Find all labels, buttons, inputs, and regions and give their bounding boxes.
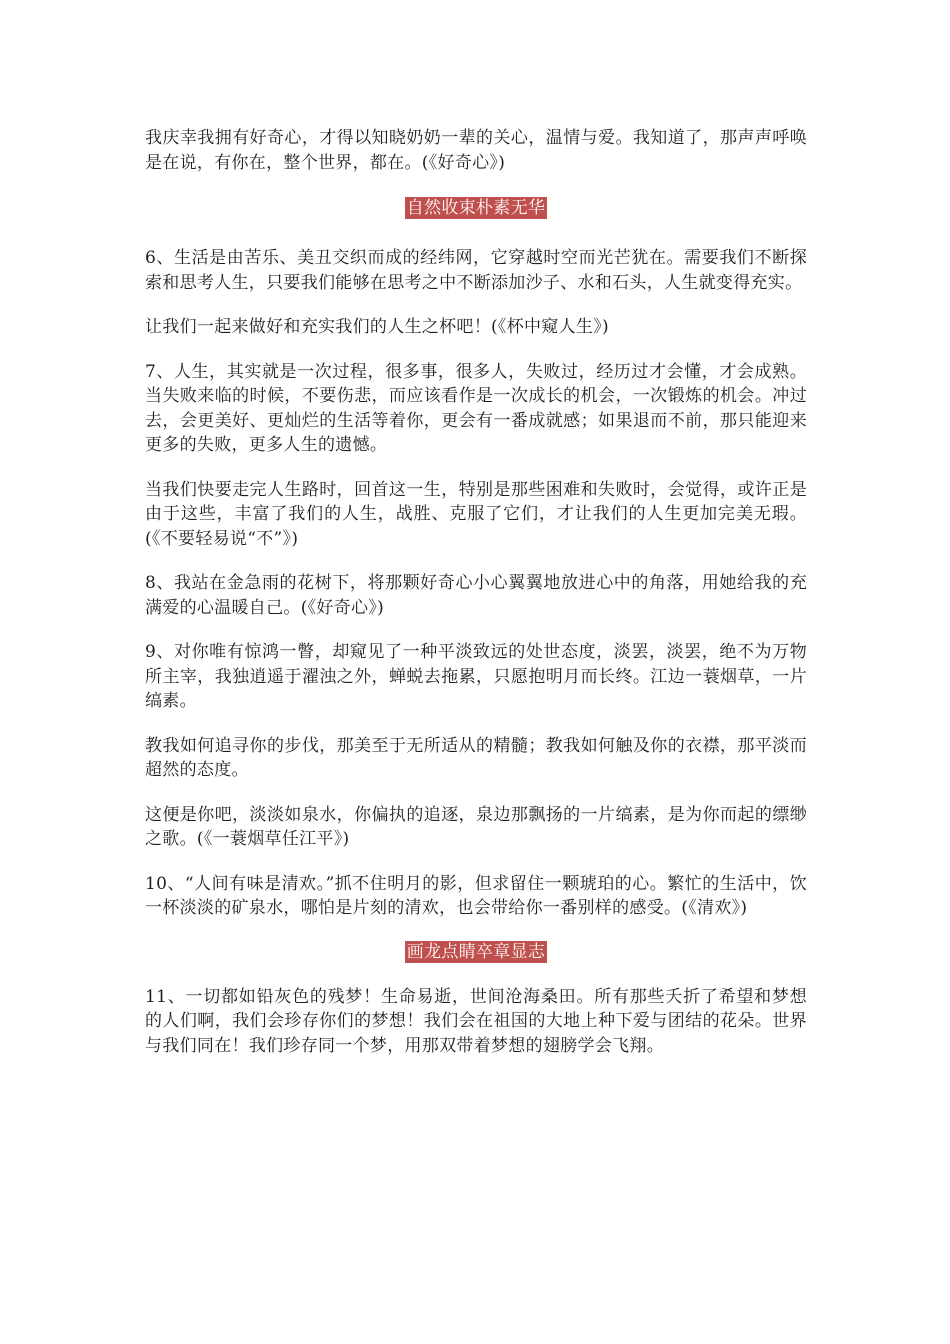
paragraph: 9、对你唯有惊鸿一瞥，却窥见了一种平淡致远的处世态度，淡罢，淡罢，绝不为万物所主宰，我独逍遥于濯浊之外，蝉蜕去拖累，只愿抱明月而长终。江边一蓑烟草，一片缟素。 (145, 642, 807, 711)
paragraph: 6、生活是由苦乐、美丑交织而成的经纬网，它穿越时空而光芒犹在。需要我们不断探索和思考人生，只要我们能够在思考之中不断添加沙子、水和石头，人生就变得充实。 (145, 248, 807, 293)
section-heading-wrap (145, 197, 807, 221)
paragraph: 8、我站在金急雨的花树下，将那颗好奇心小心翼翼地放进心中的角落，用她给我的充满爱的心温暖自己。(《好奇心》) (145, 573, 807, 618)
paragraph: 让我们一起来做好和充实我们的人生之杯吧！(《杯中窥人生》) (145, 317, 609, 337)
paragraph: 教我如何追寻你的步伐，那美至于无所适从的精髓；教我如何触及你的衣襟，那平淡而超然的态度。 (145, 735, 807, 780)
section-heading: 自然收束朴素无华 (406, 198, 546, 218)
paragraph: 11、一切都如铅灰色的残梦！生命易逝，世间沧海桑田。所有那些夭折了希望和梦想的人们啊，我们会珍存你们的梦想！我们会在祖国的大地上种下爱与团结的花朵。世界与我们同在！我们珍存同一个梦，用那双带着梦想的翅膀学会飞翔。 (145, 986, 807, 1056)
paragraph: 10、“人间有味是清欢。”抓不住明月的影，但求留住一颗琥珀的心。繁忙的生活中，饮一杯淡淡的矿泉水，哪怕是片刻的清欢，也会带给你一番别样的感受。(《清欢》) (145, 873, 807, 918)
document-body (145, 126, 807, 1058)
paragraph: 当我们快要走完人生路时，回首这一生，特别是那些困难和失败时，会觉得，或许正是由于这些，丰富了我们的人生，战胜、克服了它们，才让我们的人生更加完美无瑕。(《不要轻易说“不”》) (145, 479, 807, 549)
section-heading: 画龙点睛卒章显志 (406, 941, 546, 962)
paragraph: 7、人生，其实就是一次过程，很多事，很多人，失败过，经历过才会懂，才会成熟。当失败来临的时候，不要伤悲，而应该看作是一次成长的机会，一次锻炼的机会。冲过去，会更美好、更灿烂的生活等着你，更会有一番成就感；如果退而不前，那只能迎来更多的失败，更多人生的遗憾。 (145, 361, 807, 455)
section-heading-wrap (145, 941, 807, 965)
paragraph: 我庆幸我拥有好奇心，才得以知晓奶奶一辈的关心，温情与爱。我知道了，那声声呼唤是在说，有你在，整个世界，都在。(《好奇心》) (145, 128, 807, 173)
paragraph: 这便是你吧，淡淡如泉水，你偏执的追逐，泉边那飘扬的一片缟素，是为你而起的缥缈之歌。(《一蓑烟草任江平》) (145, 804, 807, 849)
